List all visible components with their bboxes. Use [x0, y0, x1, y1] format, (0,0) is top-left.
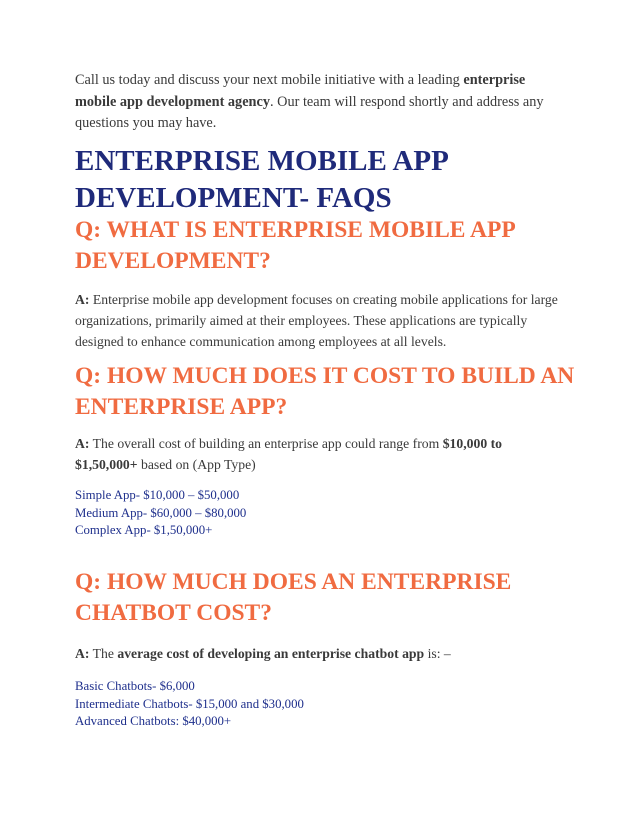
intro-text: Call us today and discuss your next mobile initiative with a leading: [75, 72, 464, 88]
faq-question-1: Q: WHAT IS ENTERPRISE MOBILE APP DEVELOPMENT?: [75, 217, 515, 274]
answer-bold-text: average cost of developing an enterprise chatbot app: [117, 646, 425, 661]
answer-text: The overall cost of building an enterprise app could range from: [89, 436, 443, 451]
answer-text-end: is: –: [424, 646, 451, 661]
list-item: Advanced Chatbots: $40,000+: [75, 714, 232, 728]
answer-text: The: [89, 646, 118, 661]
intro-text-end: . Our team will respond shortly and address any questions you may have.: [75, 93, 544, 131]
list-item: Simple App- $10,000 – $50,000: [75, 488, 240, 502]
list-item: Medium App- $60,000 – $80,000: [75, 505, 247, 520]
faq-answer-2: [75, 433, 565, 475]
answer-text: Enterprise mobile app development focuses on creating mobile applications for large organizations, primarily aimed at their employees. These applications are typically designed to enhance communication among employees at all levels.: [75, 292, 558, 349]
faq-question-2: Q: HOW MUCH DOES IT COST TO BUILD AN ENTERPRISE APP?: [75, 363, 575, 420]
answer-bold-range: $10,000 to $1,50,000+: [75, 436, 502, 472]
intro-paragraph: [75, 70, 570, 135]
list-item: Basic Chatbots- $6,000: [75, 679, 195, 693]
faq-answer-3: [75, 643, 565, 664]
answer-prefix: A:: [75, 292, 90, 307]
answer-prefix: A:: [75, 646, 90, 661]
answer-prefix: A:: [75, 436, 90, 451]
page-title: ENTERPRISE MOBILE APP DEVELOPMENT- FAQS: [75, 145, 448, 214]
intro-bold-link-text: enterprise mobile app development agency: [75, 72, 526, 110]
list-item: Complex App- $1,50,000+: [75, 523, 213, 537]
faq-answer-1: [75, 289, 565, 352]
app-cost-list: [75, 487, 246, 540]
faq-question-3: Q: HOW MUCH DOES AN ENTERPRISE CHATBOT COST?: [75, 569, 512, 626]
list-item: Intermediate Chatbots- $15,000 and $30,000: [75, 696, 304, 711]
answer-text-end: based on (App Type): [137, 457, 256, 472]
chatbot-cost-list: [75, 678, 304, 731]
